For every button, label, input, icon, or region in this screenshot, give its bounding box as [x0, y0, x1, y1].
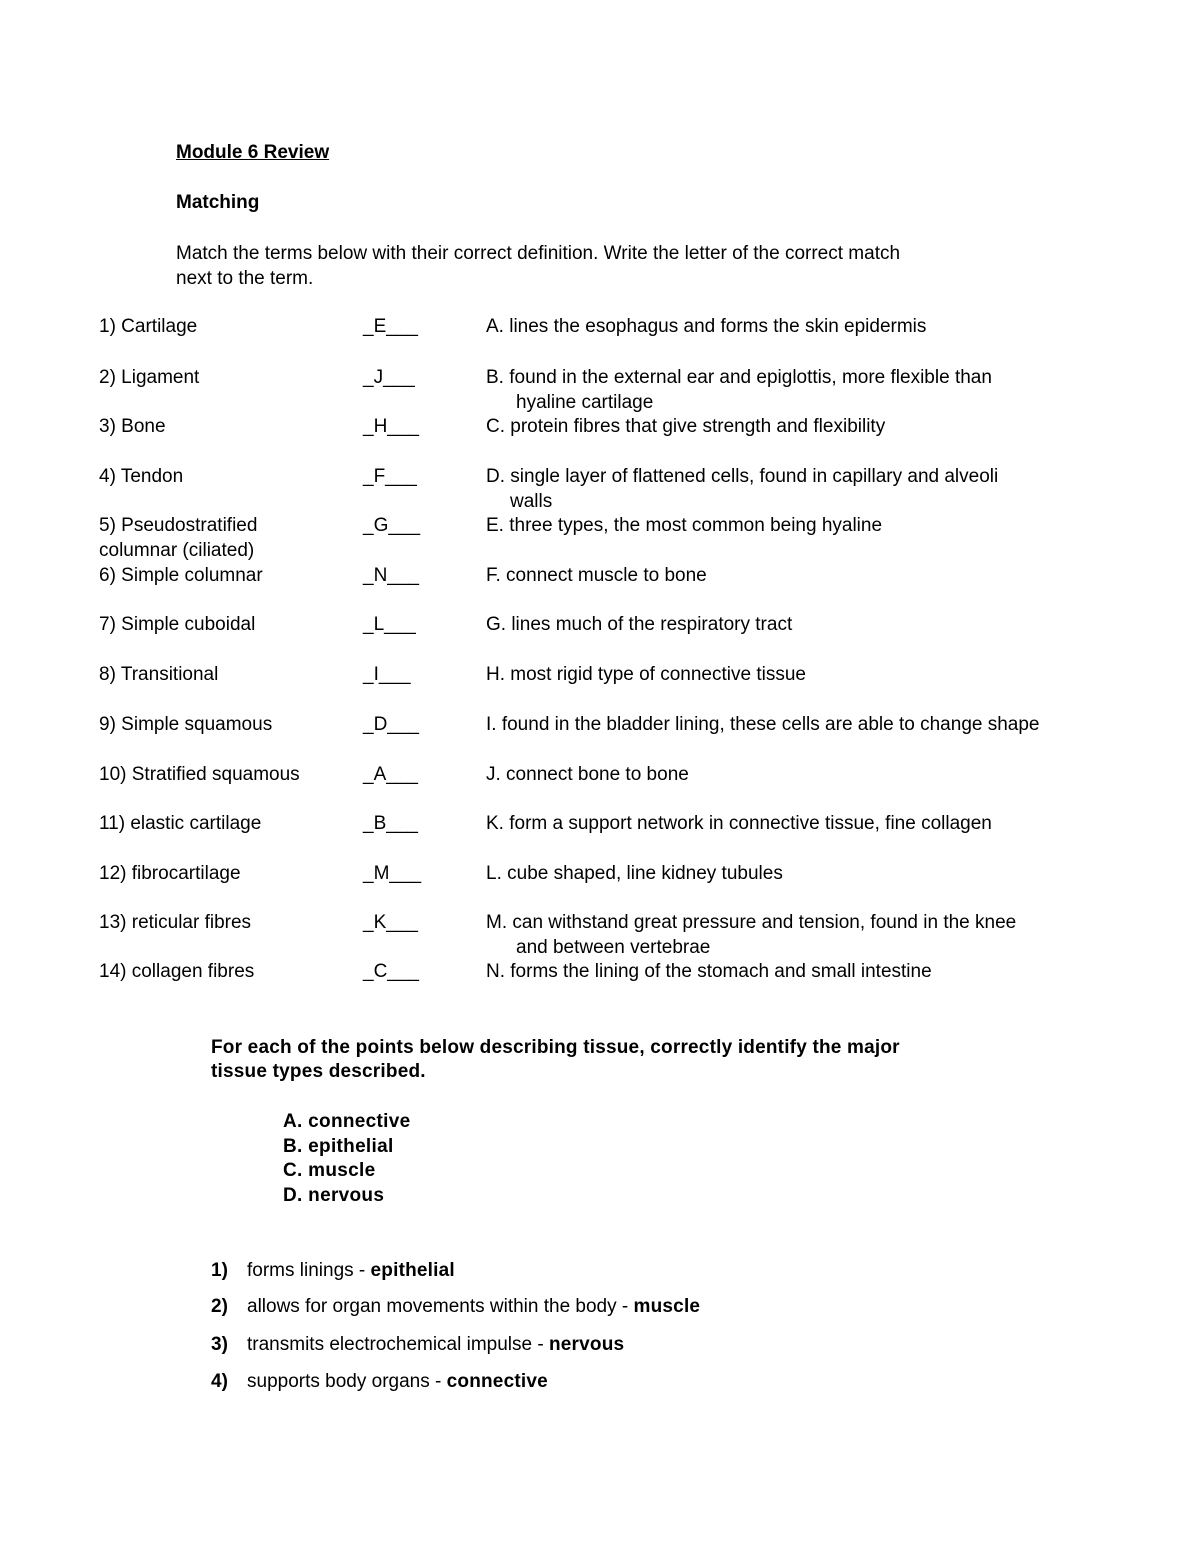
- matching-answer: _C___: [363, 961, 419, 982]
- tissue-prompt-line-2: tissue types described.: [211, 1061, 426, 1082]
- matching-term: 7) Simple cuboidal: [99, 614, 256, 635]
- matching-answer: _F___: [363, 466, 417, 487]
- tissue-prompt-line-1: For each of the points below describing tissue, correctly identify the major: [211, 1037, 900, 1058]
- matching-definition-continued: and between vertebrae: [516, 936, 711, 958]
- matching-answer: _M___: [363, 863, 422, 884]
- matching-definition: H. most rigid type of connective tissue: [486, 664, 806, 685]
- matching-term: 3) Bone: [99, 416, 166, 437]
- matching-definition-continued: hyaline cartilage: [516, 391, 654, 413]
- question-item: [211, 1259, 455, 1283]
- matching-definition: F. connect muscle to bone: [486, 565, 707, 586]
- matching-term: 11) elastic cartilage: [99, 813, 262, 834]
- tissue-option: C. muscle: [283, 1160, 376, 1181]
- matching-term: 14) collagen fibres: [99, 961, 255, 982]
- matching-definition: E. three types, the most common being hyaline: [486, 515, 883, 536]
- matching-answer: _B___: [363, 813, 418, 834]
- matching-term: 8) Transitional: [99, 664, 219, 685]
- matching-answer: _K___: [363, 912, 418, 933]
- question-item: [211, 1333, 624, 1357]
- matching-term: 6) Simple columnar: [99, 565, 263, 586]
- question-answer: epithelial: [370, 1260, 455, 1281]
- matching-definition: C. protein fibres that give strength and flexibility: [486, 416, 886, 437]
- section-heading-matching: Matching: [176, 192, 260, 213]
- question-text: transmits electrochemical impulse -: [247, 1334, 549, 1355]
- matching-answer: _E___: [363, 316, 418, 337]
- question-text: allows for organ movements within the body -: [247, 1296, 634, 1317]
- question-answer: connective: [446, 1371, 548, 1392]
- matching-definition: G. lines much of the respiratory tract: [486, 614, 793, 635]
- question-text: supports body organs -: [247, 1371, 447, 1392]
- matching-answer: _J___: [363, 367, 415, 388]
- matching-definition-continued: walls: [510, 490, 553, 512]
- matching-definition: A. lines the esophagus and forms the skin epidermis: [486, 316, 927, 337]
- tissue-option: A. connective: [283, 1111, 411, 1132]
- tissue-option: D. nervous: [283, 1184, 385, 1206]
- tissue-option: B. epithelial: [283, 1135, 394, 1157]
- matching-definition: B. found in the external ear and epiglottis, more flexible than hyaline cartilage: [486, 366, 992, 415]
- question-number: 3): [211, 1334, 228, 1355]
- matching-answer: _I___: [363, 664, 411, 685]
- matching-term: 5) Pseudostratified columnar (ciliated): [99, 515, 258, 561]
- question-item: [211, 1370, 548, 1394]
- matching-answer: _A___: [363, 764, 418, 785]
- question-number: 1): [211, 1260, 228, 1281]
- matching-answer: _L___: [363, 614, 416, 635]
- tissue-options-list: [283, 1110, 410, 1208]
- matching-answer: _H___: [363, 416, 419, 437]
- instructions-line-2: next to the term.: [176, 267, 314, 289]
- question-number: 4): [211, 1371, 228, 1392]
- matching-definition: N. forms the lining of the stomach and small intestine: [486, 961, 932, 982]
- matching-definition: K. form a support network in connective tissue, fine collagen: [486, 813, 992, 834]
- question-answer: nervous: [548, 1334, 625, 1355]
- matching-definition: I. found in the bladder lining, these cells are able to change shape: [486, 714, 1040, 735]
- matching-term: 10) Stratified squamous: [99, 764, 300, 785]
- matching-term: 1) Cartilage: [99, 316, 198, 337]
- matching-term: 9) Simple squamous: [99, 714, 273, 735]
- matching-definition: M. can withstand great pressure and tension, found in the knee and between vertebrae: [486, 911, 1016, 960]
- tissue-prompt: [211, 1036, 1031, 1084]
- matching-term-continued: columnar (ciliated): [99, 539, 255, 561]
- matching-answer: _G___: [363, 515, 421, 536]
- matching-term: 12) fibrocartilage: [99, 863, 241, 884]
- matching-term: 4) Tendon: [99, 466, 184, 487]
- page-title: Module 6 Review: [176, 142, 330, 163]
- matching-term: 13) reticular fibres: [99, 912, 252, 933]
- matching-definition: D. single layer of flattened cells, found in capillary and alveoli walls: [486, 465, 998, 514]
- question-text: forms linings -: [247, 1260, 371, 1281]
- matching-definition: L. cube shaped, line kidney tubules: [486, 863, 783, 884]
- matching-definition: J. connect bone to bone: [486, 764, 689, 785]
- matching-instructions: [176, 242, 1036, 291]
- matching-term: 2) Ligament: [99, 367, 200, 388]
- question-answer: muscle: [633, 1296, 701, 1317]
- question-item: [211, 1295, 700, 1319]
- matching-answer: _D___: [363, 714, 419, 735]
- question-number: 2): [211, 1296, 228, 1317]
- instructions-line-1: Match the terms below with their correct definition. Write the letter of the correct match: [176, 243, 901, 264]
- matching-answer: _N___: [363, 565, 419, 586]
